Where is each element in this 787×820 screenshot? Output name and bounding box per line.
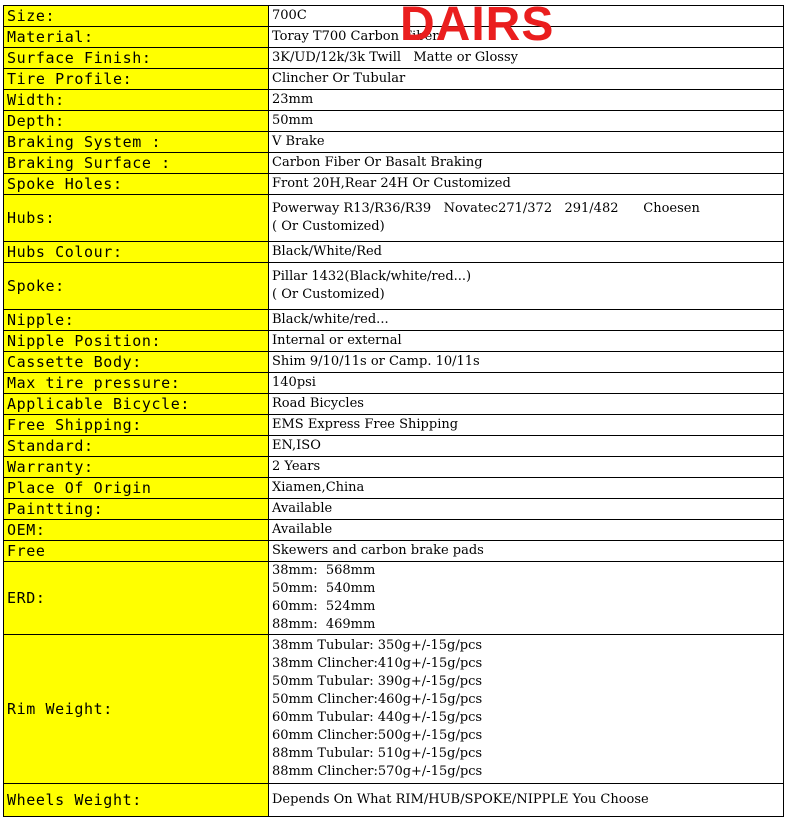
spec-label: Spoke: — [4, 263, 269, 310]
spec-value: 140psi — [269, 373, 784, 394]
spec-value: Road Bicycles — [269, 394, 784, 415]
spec-value: Clincher Or Tubular — [269, 69, 784, 90]
spec-value: EN,ISO — [269, 436, 784, 457]
spec-label: Paintting: — [4, 499, 269, 520]
spec-label: Spoke Holes: — [4, 174, 269, 195]
spec-row — [4, 541, 784, 562]
spec-label: OEM: — [4, 520, 269, 541]
spec-row — [4, 153, 784, 174]
spec-table-body — [4, 6, 784, 817]
spec-value: V Brake — [269, 132, 784, 153]
spec-row — [4, 27, 784, 48]
spec-label: Warranty: — [4, 457, 269, 478]
spec-label: ERD: — [4, 562, 269, 635]
spec-row — [4, 394, 784, 415]
spec-row — [4, 48, 784, 69]
spec-label: Braking System : — [4, 132, 269, 153]
spec-row — [4, 415, 784, 436]
spec-row — [4, 562, 784, 635]
spec-value: Front 20H,Rear 24H Or Customized — [269, 174, 784, 195]
spec-label: Wheels Weight: — [4, 784, 269, 817]
spec-row — [4, 478, 784, 499]
spec-label: Tire Profile: — [4, 69, 269, 90]
spec-label: Braking Surface : — [4, 153, 269, 174]
spec-value: EMS Express Free Shipping — [269, 415, 784, 436]
spec-value: Powerway R13/R36/R39 Novatec271/372 291/482 Choesen ( Or Customized) — [269, 195, 784, 242]
spec-row — [4, 195, 784, 242]
spec-value: Skewers and carbon brake pads — [269, 541, 784, 562]
spec-row — [4, 436, 784, 457]
spec-table — [3, 5, 784, 817]
spec-label: Nipple Position: — [4, 331, 269, 352]
spec-label: Material: — [4, 27, 269, 48]
spec-value: 700C — [269, 6, 784, 27]
spec-row — [4, 635, 784, 784]
spec-row — [4, 499, 784, 520]
spec-label: Place Of Origin — [4, 478, 269, 499]
spec-value: 38mm: 568mm 50mm: 540mm 60mm: 524mm 88mm: 469mm — [269, 562, 784, 635]
spec-label: Cassette Body: — [4, 352, 269, 373]
spec-row — [4, 174, 784, 195]
spec-value: Carbon Fiber Or Basalt Braking — [269, 153, 784, 174]
spec-label: Depth: — [4, 111, 269, 132]
spec-row — [4, 263, 784, 310]
spec-value: Depends On What RIM/HUB/SPOKE/NIPPLE You Choose — [269, 784, 784, 817]
spec-label: Standard: — [4, 436, 269, 457]
spec-value: 23mm — [269, 90, 784, 111]
spec-row — [4, 69, 784, 90]
spec-value: Xiamen,China — [269, 478, 784, 499]
spec-row — [4, 784, 784, 817]
spec-row — [4, 352, 784, 373]
spec-row — [4, 111, 784, 132]
spec-label: Max tire pressure: — [4, 373, 269, 394]
spec-label: Nipple: — [4, 310, 269, 331]
spec-label: Free Shipping: — [4, 415, 269, 436]
spec-label: Hubs Colour: — [4, 242, 269, 263]
spec-row — [4, 90, 784, 111]
spec-row — [4, 310, 784, 331]
spec-value: Black/white/red... — [269, 310, 784, 331]
spec-label: Width: — [4, 90, 269, 111]
spec-label: Surface Finish: — [4, 48, 269, 69]
spec-value: Shim 9/10/11s or Camp. 10/11s — [269, 352, 784, 373]
spec-row — [4, 6, 784, 27]
spec-value: 2 Years — [269, 457, 784, 478]
spec-row — [4, 373, 784, 394]
spec-row — [4, 132, 784, 153]
spec-label: Rim Weight: — [4, 635, 269, 784]
spec-row — [4, 331, 784, 352]
spec-value: Toray T700 Carbon Fiber — [269, 27, 784, 48]
spec-value: Pillar 1432(Black/white/red...) ( Or Customized) — [269, 263, 784, 310]
spec-value: Internal or external — [269, 331, 784, 352]
spec-label: Hubs: — [4, 195, 269, 242]
spec-value: Black/White/Red — [269, 242, 784, 263]
spec-value: Available — [269, 499, 784, 520]
spec-label: Size: — [4, 6, 269, 27]
brand-watermark: DAIRS — [400, 0, 555, 51]
spec-value: Available — [269, 520, 784, 541]
spec-value: 50mm — [269, 111, 784, 132]
spec-row — [4, 457, 784, 478]
spec-value: 38mm Tubular: 350g+/-15g/pcs 38mm Clincher:410g+/-15g/pcs 50mm Tubular: 390g+/-15g/pcs 50mm Clincher:460g+/-15g/pcs 60mm Tubular: 440g+/-15g/pcs 60mm Clincher:500g+/-15g/pcs 88mm Tubular: 510g+/-15g/pcs 88mm Clincher:570g+/-15g/pcs — [269, 635, 784, 784]
spec-row — [4, 242, 784, 263]
spec-label: Free — [4, 541, 269, 562]
spec-row — [4, 520, 784, 541]
spec-label: Applicable Bicycle: — [4, 394, 269, 415]
spec-value: 3K/UD/12k/3k Twill Matte or Glossy — [269, 48, 784, 69]
